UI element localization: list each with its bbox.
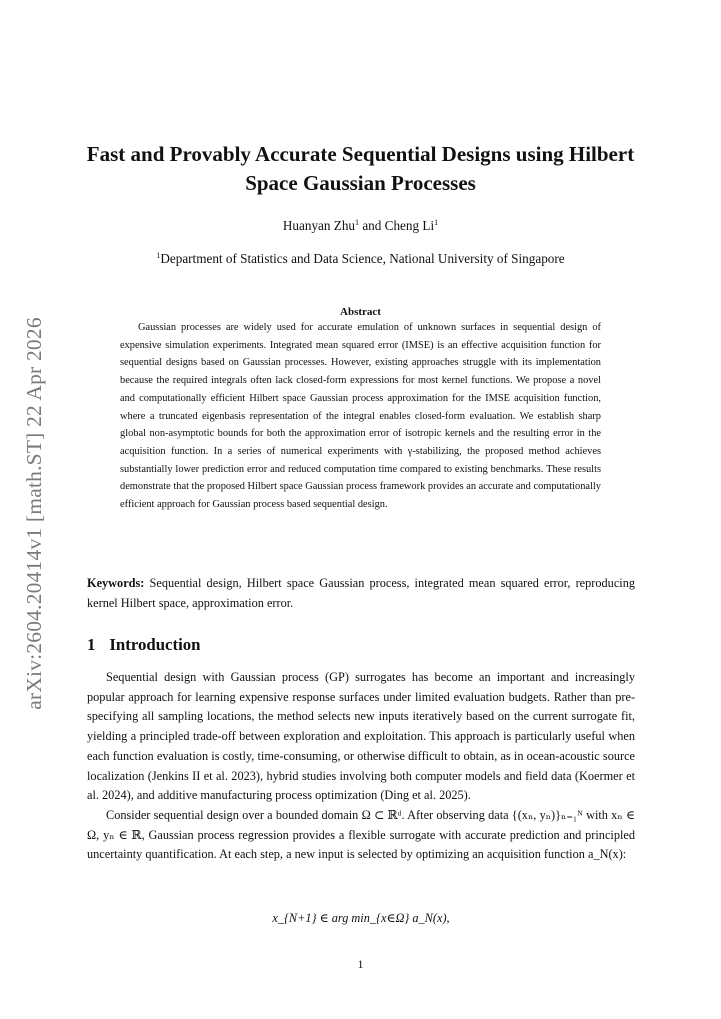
paper-title: Fast and Provably Accurate Sequential Designs using Hilbert Space Gaussian Processes xyxy=(86,142,635,195)
author-line xyxy=(80,218,641,234)
section-title: Introduction xyxy=(109,635,201,654)
affiliation-superscript: 1 xyxy=(355,218,360,227)
affiliation-superscript: 1 xyxy=(434,218,439,227)
abstract-heading: Abstract xyxy=(340,306,381,318)
section-heading xyxy=(87,635,200,655)
abstract-text: Gaussian processes are widely used for accurate emulation of unknown surfaces in sequential design of expensive simulation experiments. Integrated mean squared error (IMSE) is an effective acquisition function for sequential designs based on Gaussian processes. However, existing approaches struggle with its implementation because the required integrals often lack closed-form expressions for most kernel functions. We propose a novel and computationally efficient Hilbert space Gaussian process approximation for the IMSE acquisition function, where a truncated eigenbasis representation of the integral enables closed-form evaluation. We establish sharp global non-asymptotic bounds for both the approximation error of isotropic kernels and the resulting error in the acquisition function. In a series of numerical experiments with γ-stabilizing, the proposed method achieves substantially lower prediction error and reduced computation time compared to existing benchmarks. These results demonstrate that the proposed Hilbert space Gaussian process framework provides an accurate and computationally efficient approach for Gaussian process based sequential design. xyxy=(120,322,601,511)
body-paragraph: Consider sequential design over a bounded domain Ω ⊂ ℝᵈ. After observing data {(xₙ, yₙ)}ₙ₌₁ᴺ with xₙ ∈ Ω, yₙ ∈ ℝ, Gaussian process regression provides a flexible surrogate with accurate prediction and principled uncertainty quantification. At each step, a new input is selected by optimizing an acquisition function a_N(x): xyxy=(87,807,635,862)
keywords-label: Keywords: xyxy=(87,576,145,590)
affiliation-text: Department of Statistics and Data Science, National University of Singapore xyxy=(160,251,565,266)
arxiv-identifier-text: arXiv:2604.20414v1 [math.ST] 22 Apr 2026 xyxy=(21,316,46,710)
body-paragraph: Sequential design with Gaussian process (GP) surrogates has become an important and increasingly popular approach for learning expensive response surfaces under limited evaluation budgets. Rather than pre-specifying all sampling locations, the method selects new inputs iteratively based on the current surrogate fit, yielding a principled trade-off between exploration and exploitation. This approach is particularly useful when each function evaluation is costly, time-consuming, or otherwise difficult to obtain, as in ocean-acoustic source localization (Jenkins II et al. 2023), hybrid studies involving both computer models and field data (Koermer et al. 2024), and additive manufacturing process optimization (Ding et al. 2025). xyxy=(87,670,635,803)
keywords-paragraph xyxy=(87,574,635,613)
display-equation: x_{N+1} ∈ arg min_{x∈Ω} a_N(x), xyxy=(272,911,450,925)
affiliation-line xyxy=(80,251,641,267)
abstract-block xyxy=(120,306,601,514)
page-number: 1 xyxy=(357,957,364,971)
affiliation-superscript: 1 xyxy=(156,251,161,260)
author-name: Cheng Li xyxy=(384,218,435,233)
section-number: 1 xyxy=(87,635,96,654)
arxiv-identifier-stamp xyxy=(12,288,56,738)
introduction-body xyxy=(87,668,635,865)
keywords-text: Sequential design, Hilbert space Gaussian process, integrated mean squared error, reproducing kernel Hilbert space, approximation error. xyxy=(87,576,635,610)
author-name: Huanyan Zhu xyxy=(282,218,356,233)
author-separator: and xyxy=(359,218,385,233)
